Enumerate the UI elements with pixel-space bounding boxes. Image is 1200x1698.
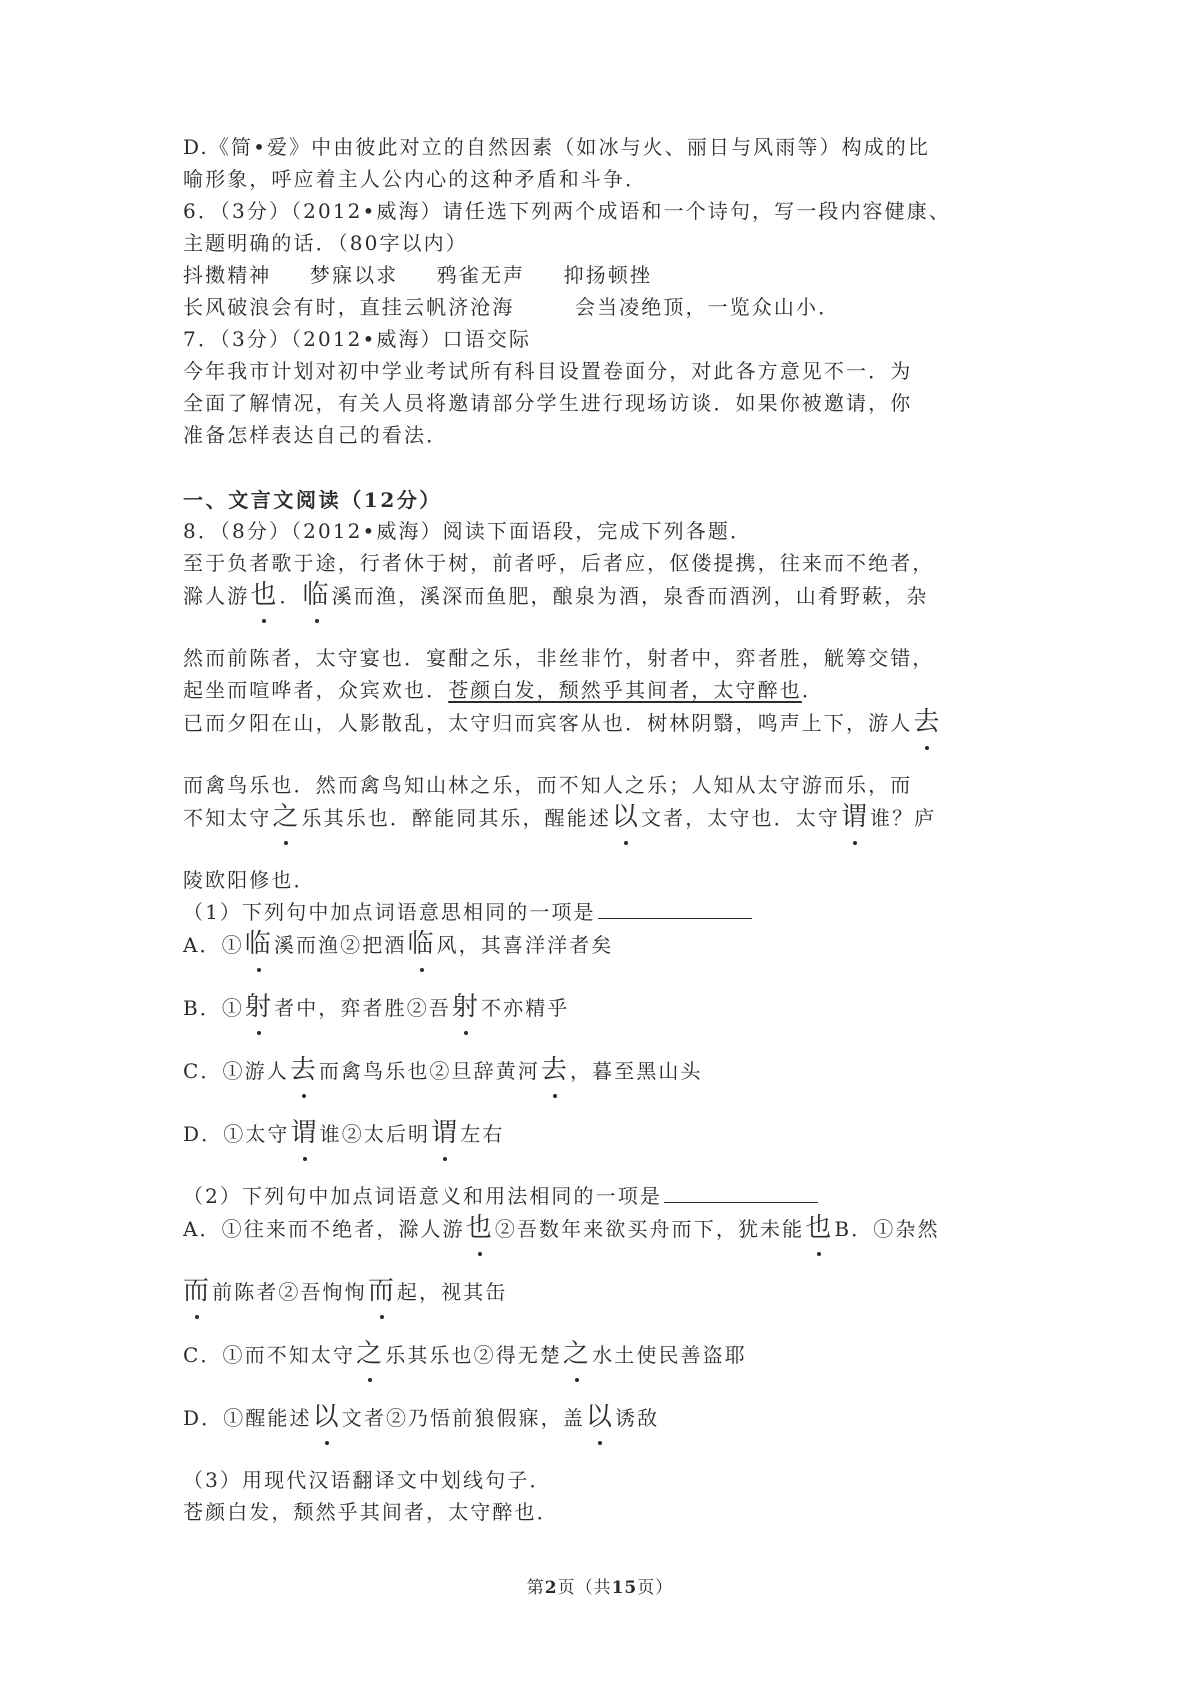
- answer-blank[interactable]: [598, 898, 752, 919]
- poem-line-2: 会当凌绝顶，一览众山小．: [574, 295, 841, 319]
- poem-line-1: 长风破浪会有时，直挂云帆济沧海: [183, 295, 515, 319]
- passage-text: 已而夕阳在山，人影散乱，太守归而宾客从也．树林阴翳，鸣声上下，游人: [183, 711, 913, 735]
- dotted-char: 也: [805, 1213, 834, 1243]
- option-text: D．①太守: [183, 1122, 290, 1146]
- q7-stem: 7．（3分）（2012•威海）口语交际: [183, 327, 532, 351]
- passage-line-2: [183, 581, 928, 610]
- option-text: 而禽鸟乐也②旦辞黄河: [318, 1059, 540, 1083]
- passage-line-7: [183, 803, 936, 832]
- dotted-char: 谓: [290, 1118, 319, 1148]
- q8-stem: 8．（8分）（2012•威海）阅读下面语段，完成下列各题．: [183, 519, 753, 543]
- dotted-char: 临: [302, 580, 331, 610]
- option-text: ②吾数年来欲买舟而下，犹未能: [494, 1217, 805, 1241]
- passage-line-3: 然而前陈者，太守宴也．宴酣之乐，非丝非竹，射者中，弈者胜，觥筹交错，: [183, 646, 935, 670]
- sub2-option-b-cont[interactable]: [183, 1277, 507, 1306]
- footer-text: 页）: [637, 1578, 674, 1598]
- sub2-stem: [183, 1182, 818, 1210]
- option-text: B．①: [183, 996, 244, 1020]
- option-text: 溪而渔②把酒: [273, 933, 407, 957]
- sub1-stem-text: （1）下列句中加点词语意思相同的一项是: [183, 900, 596, 924]
- underlined-sentence: 苍颜白发，颓然乎其间者，太守醉也: [448, 678, 802, 702]
- idiom-1: 抖擞精神: [183, 263, 272, 287]
- dotted-char: 以: [585, 1402, 614, 1432]
- passage-line-1: 至于负者歌于途，行者休于树，前者呼，后者应，伛偻提携，往来而不绝者，: [183, 551, 935, 575]
- idiom-2: 梦寐以求: [309, 263, 399, 287]
- dotted-char: 也: [250, 580, 279, 610]
- sub2-option-a[interactable]: [183, 1214, 940, 1243]
- section-heading: 一、文言文阅读（12分）: [183, 488, 443, 512]
- dotted-char: 射: [451, 992, 481, 1022]
- option-d-line-1: D.《简•爱》中由彼此对立的自然因素（如冰与火、丽日与风雨等）构成的比: [183, 135, 930, 159]
- option-d-line-2: 喻形象，呼应着主人公内心的这种矛盾和斗争．: [183, 167, 648, 191]
- option-text: 左右: [460, 1122, 505, 1146]
- q6-stem-line-2: 主题明确的话．（80字以内）: [183, 231, 468, 255]
- option-text: A．①: [183, 933, 244, 957]
- dotted-char: 而: [367, 1276, 396, 1306]
- passage-text: 乐其乐也．醉能同其乐，醒能述: [301, 806, 611, 830]
- dotted-char: 谓: [840, 802, 870, 832]
- total-pages: 15: [611, 1578, 638, 1598]
- sub3-stem: （3）用现代汉语翻译文中划线句子．: [183, 1468, 552, 1492]
- dotted-char: 以: [312, 1402, 341, 1432]
- dotted-char: 以: [611, 802, 641, 832]
- dotted-char: 之: [272, 802, 301, 832]
- option-text: 水土使民善盗耶: [592, 1343, 747, 1367]
- dotted-char: 去: [913, 707, 942, 737]
- option-text: 不亦精乎: [481, 996, 570, 1020]
- option-text: 前陈者②吾恂恂: [212, 1280, 367, 1304]
- option-text: B．①杂然: [834, 1217, 940, 1241]
- page-number: 2: [544, 1578, 558, 1598]
- q6-stem-line-1: 6．（3分）（2012•威海）请任选下列两个成语和一个诗句，写一段内容健康、: [183, 199, 951, 223]
- sub2-stem-text: （2）下列句中加点词语意义和用法相同的一项是: [183, 1184, 662, 1208]
- dotted-char: 临: [407, 929, 436, 959]
- dotted-char: 也: [465, 1213, 494, 1243]
- passage-line-5: [183, 708, 942, 737]
- sub1-option-c[interactable]: [183, 1056, 703, 1085]
- sub2-option-d[interactable]: [183, 1403, 659, 1432]
- footer-text: 第: [526, 1578, 545, 1598]
- passage-text: 起坐而喧哗者，众宾欢也．: [183, 678, 449, 702]
- idiom-3: 鸦雀无声: [436, 263, 526, 287]
- passage-text: ．: [801, 678, 824, 702]
- passage-text: 不知太守: [183, 806, 272, 830]
- option-text: 者中，弈者胜②吾: [274, 996, 451, 1020]
- footer-text: 页（共: [557, 1578, 612, 1598]
- option-text: D．①醒能述: [183, 1406, 312, 1430]
- passage-text: 滁人游: [183, 584, 250, 608]
- dotted-char: 去: [289, 1055, 318, 1085]
- sub1-stem: [183, 898, 752, 926]
- passage-text: ．: [279, 584, 302, 608]
- q7-body-line-3: 准备怎样表达自己的看法．: [183, 423, 449, 447]
- dotted-char: 之: [563, 1339, 592, 1369]
- option-text: 起，视其缶: [396, 1280, 508, 1304]
- option-text: 风，其喜洋洋者矣: [436, 933, 614, 957]
- answer-blank[interactable]: [664, 1182, 818, 1203]
- passage-text: 溪而渔，溪深而鱼肥，酿泉为酒，泉香而酒洌，山肴野蔌，杂: [331, 584, 929, 608]
- dotted-char: 而: [183, 1276, 212, 1306]
- option-text: 文者②乃悟前狼假寐，盖: [341, 1406, 585, 1430]
- passage-line-4: [183, 676, 824, 704]
- sub2-option-c[interactable]: [183, 1340, 747, 1369]
- option-text: 诱敌: [614, 1406, 660, 1430]
- page-footer: [0, 1573, 1200, 1598]
- sub1-option-b[interactable]: [183, 993, 569, 1022]
- dotted-char: 临: [244, 929, 273, 959]
- dotted-char: 射: [245, 992, 274, 1022]
- dotted-char: 谓: [431, 1118, 460, 1148]
- idiom-4: 抑扬顿挫: [563, 263, 653, 287]
- option-text: ，暮至黑山头: [570, 1059, 703, 1083]
- q7-body-line-2: 全面了解情况，有关人员将邀请部分学生进行现场访谈．如果你被邀请，你: [183, 391, 913, 415]
- poem-row: [183, 293, 840, 321]
- passage-text: 谁？庐: [870, 806, 937, 830]
- idiom-row: [183, 261, 652, 289]
- option-text: A．①往来而不绝者，滁人游: [183, 1217, 465, 1241]
- option-text: 乐其乐也②得无楚: [385, 1343, 563, 1367]
- option-text: C．①而不知太守: [183, 1343, 356, 1367]
- option-text: C．①游人: [183, 1059, 289, 1083]
- sub1-option-a[interactable]: [183, 930, 613, 959]
- sub1-option-d[interactable]: [183, 1119, 504, 1148]
- dotted-char: 去: [540, 1055, 570, 1085]
- q7-body-line-1: 今年我市计划对初中学业考试所有科目设置卷面分，对此各方意见不一．为: [183, 359, 913, 383]
- passage-line-6: 而禽鸟乐也．然而禽鸟知山林之乐，而不知人之乐；人知从太守游而乐，而: [183, 773, 913, 797]
- passage-line-8: 陵欧阳修也．: [183, 868, 316, 892]
- option-text: 谁②太后明: [319, 1122, 431, 1146]
- sub3-target-sentence: 苍颜白发，颓然乎其间者，太守醉也．: [183, 1500, 559, 1524]
- dotted-char: 之: [356, 1339, 385, 1369]
- passage-text: 文者，太守也．太守: [641, 806, 840, 830]
